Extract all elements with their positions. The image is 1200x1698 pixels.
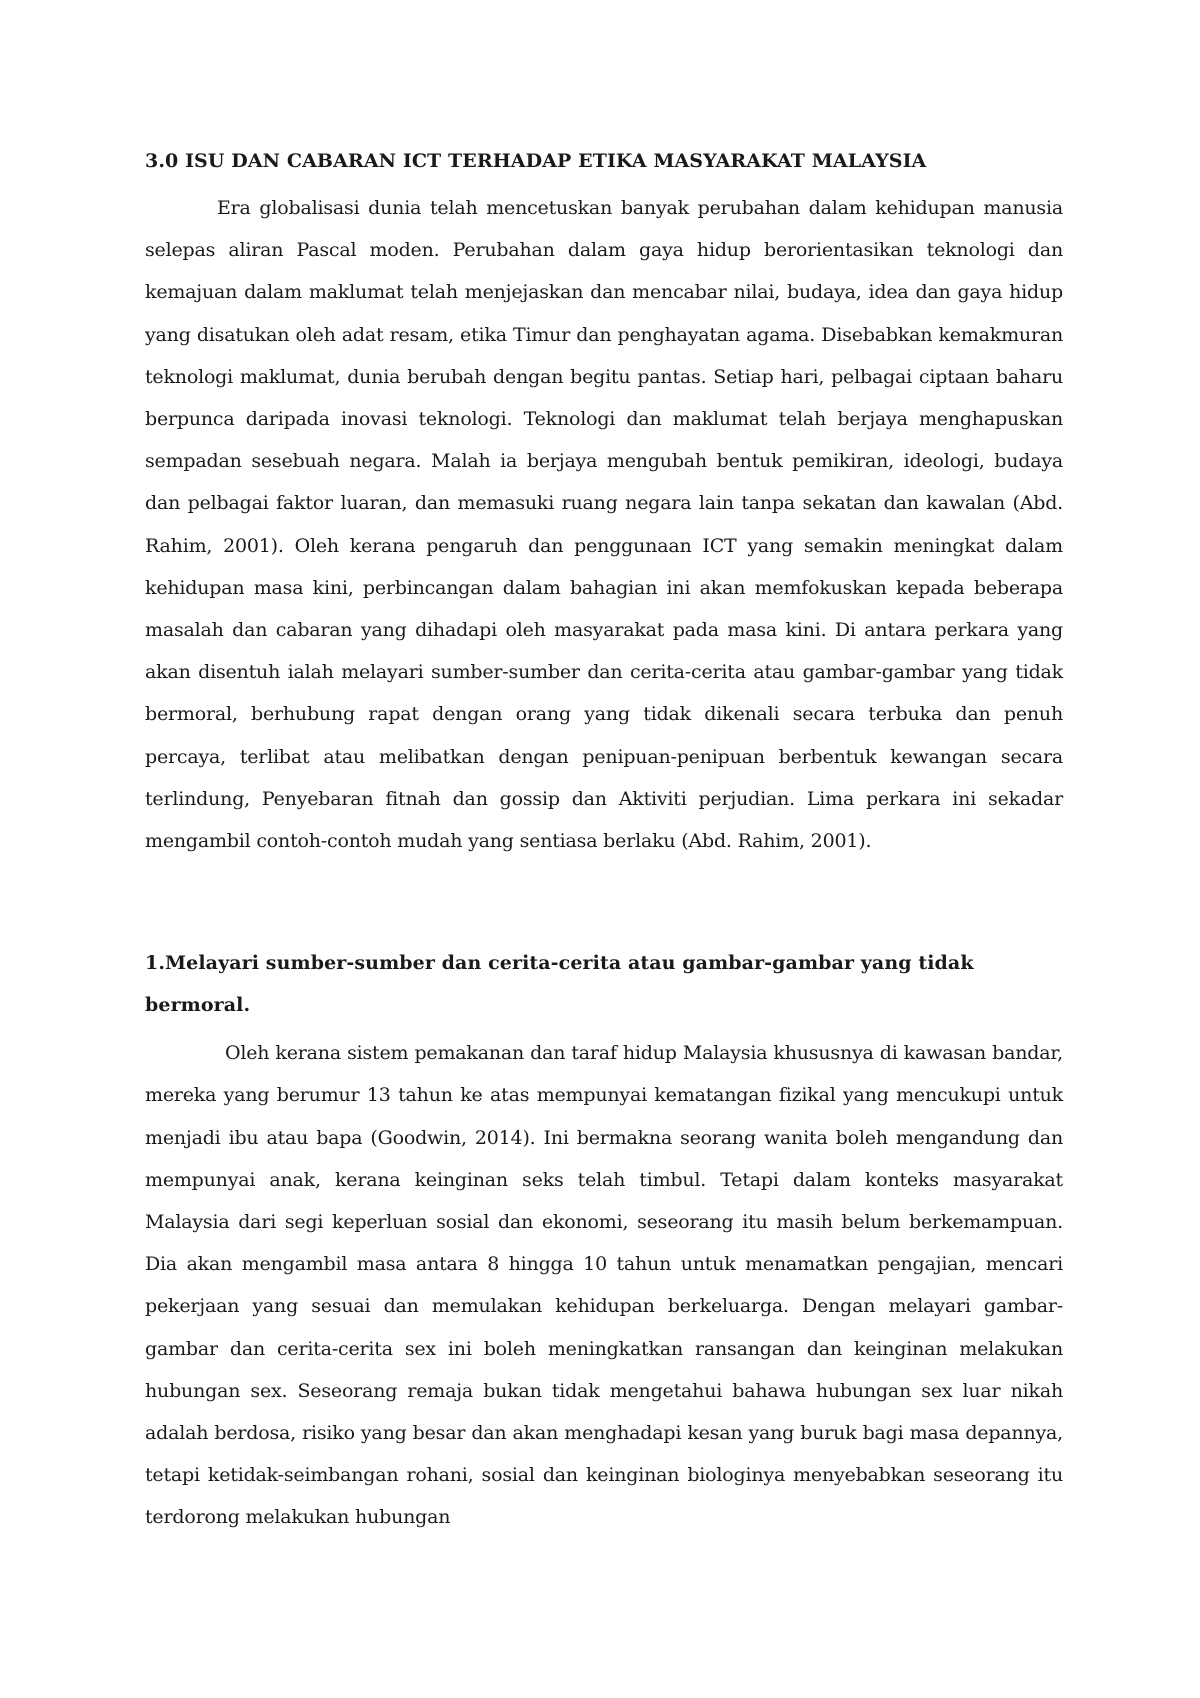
subsection-heading: 1.Melayari sumber-sumber dan cerita-cerita atau gambar-gambar yang tidak bermoral. — [145, 952, 974, 1017]
section-paragraph: Era globalisasi dunia telah mencetuskan banyak perubahan dalam kehidupan manusia selepas aliran Pascal moden. Perubahan dalam gaya hidup berorientasikan teknologi dan kemajuan dalam maklumat telah menjejaskan dan mencabar nilai, budaya, idea dan gaya hidup yang disatukan oleh adat resam, etika Timur dan penghayatan agama. Disebabkan kemakmuran teknologi maklumat, dunia berubah dengan begitu pantas. Setiap hari, pelbagai ciptaan baharu berpunca daripada inovasi teknologi. Teknologi dan maklumat telah berjaya menghapuskan sempadan sesebuah negara. Malah ia berjaya mengubah bentuk pemikiran, ideologi, budaya dan pelbagai faktor luaran, dan memasuki ruang negara lain tanpa sekatan dan kawalan (Abd. Rahim, 2001). Oleh kerana pengaruh dan penggunaan ICT yang semakin meningkat dalam kehidupan masa kini, perbincangan dalam bahagian ini akan memfokuskan kepada beberapa masalah dan cabaran yang dihadapi oleh masyarakat pada masa kini. Di antara perkara yang akan disentuh ialah melayari sumber-sumber dan cerita-cerita atau gambar-gambar yang tidak bermoral, berhubung rapat dengan orang yang tidak dikenali secara terbuka dan penuh percaya, terlibat atau melibatkan dengan penipuan-penipuan berbentuk kewangan secara terlindung, Penyebaran fitnah dan gossip dan Aktiviti perjudian. Lima perkara ini sekadar mengambil contoh-contoh mudah yang sentiasa berlaku (Abd. Rahim, 2001). — [145, 197, 1063, 853]
document-content — [145, 140, 1063, 1539]
subsection-paragraph: Oleh kerana sistem pemakanan dan taraf hidup Malaysia khususnya di kawasan bandar, mereka yang berumur 13 tahun ke atas mempunyai kematangan fizikal yang mencukupi untuk menjadi ibu atau bapa (Goodwin, 2014). Ini bermakna seorang wanita boleh mengandung dan mempunyai anak, kerana keinginan seks telah timbul. Tetapi dalam konteks masyarakat Malaysia dari segi keperluan sosial dan ekonomi, seseorang itu masih belum berkemampuan. Dia akan mengambil masa antara 8 hingga 10 tahun untuk menamatkan pengajian, mencari pekerjaan yang sesuai dan memulakan kehidupan berkeluarga. Dengan melayari gambar-gambar dan cerita-cerita sex ini boleh meningkatkan ransangan dan keinginan melakukan hubungan sex. Seseorang remaja bukan tidak mengetahui bahawa hubungan sex luar nikah adalah berdosa, risiko yang besar dan akan menghadapi kesan yang buruk bagi masa depannya, tetapi ketidak-seimbangan rohani, sosial dan keinginan biologinya menyebabkan seseorang itu terdorong melakukan hubungan — [145, 1042, 1063, 1529]
section-heading: 3.0 ISU DAN CABARAN ICT TERHADAP ETIKA MASYARAKAT MALAYSIA — [145, 150, 927, 172]
